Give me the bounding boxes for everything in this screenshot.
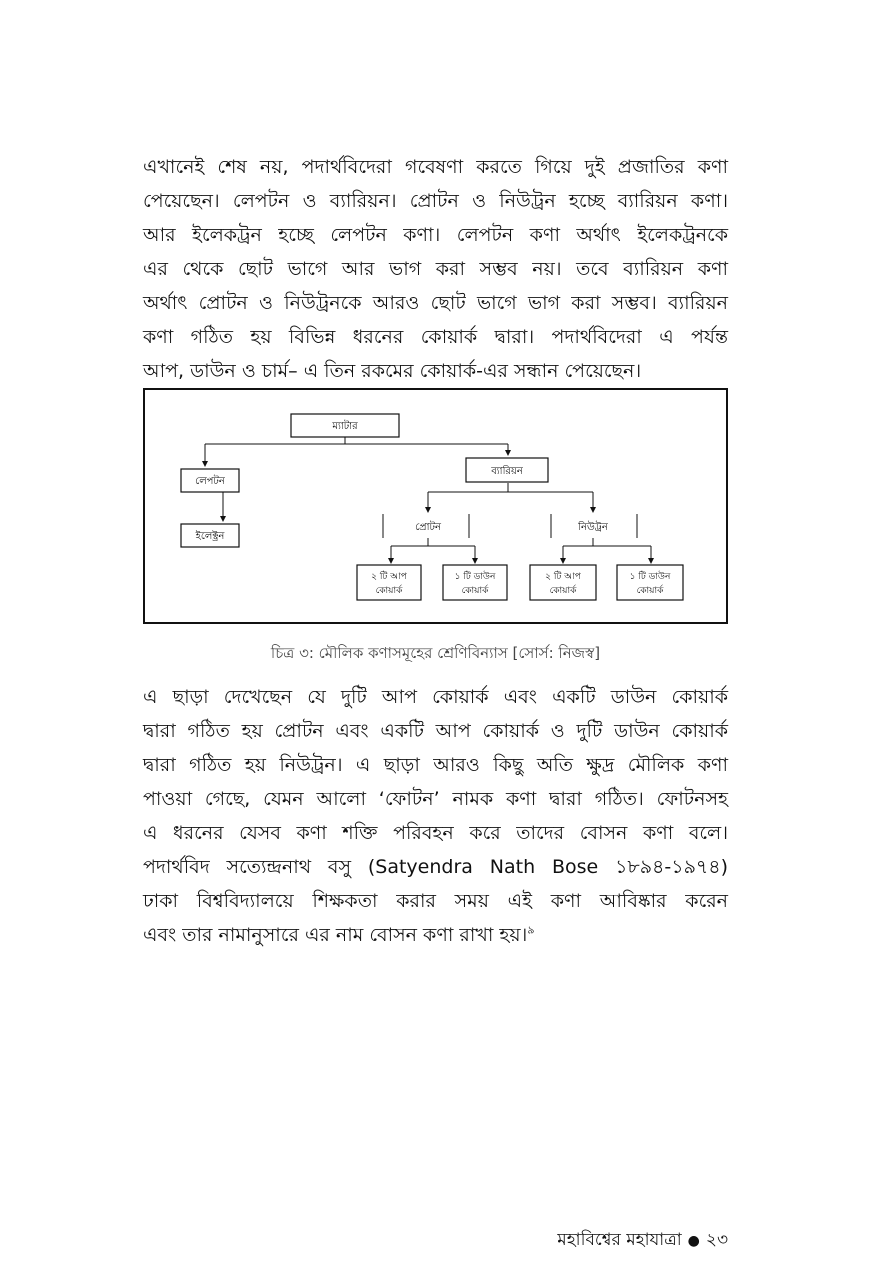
paragraph-last-line <box>143 920 728 950</box>
neutron-down-quark-node <box>617 565 683 600</box>
electron-node <box>181 524 239 547</box>
svg-text:কোয়ার্ক: কোয়ার্ক <box>636 586 664 596</box>
root-label: ম্যাটার <box>332 421 358 432</box>
paragraph-line: কণা গঠিত হয় বিভিন্ন ধরনের কোয়ার্ক দ্বারা। পদার্থবিদেরা এ পর্যন্ত <box>143 326 728 348</box>
paragraph-line: এখানেই শেষ নয়, পদার্থবিদেরা গবেষণা করতে গিয়ে দুই প্রজাতির কণা <box>143 156 728 178</box>
svg-text:১ টি ডাউন: ১ টি ডাউন <box>454 572 496 582</box>
paragraph-line: পেয়েছেন। লেপটন ও ব্যারিয়ন। প্রোটন ও নিউট্রন হচ্ছে ব্যারিয়ন কণা। <box>143 190 728 212</box>
page-number: ২৩ <box>705 1230 728 1250</box>
svg-text:১ টি ডাউন: ১ টি ডাউন <box>629 572 671 582</box>
proton-label: প্রোটন <box>415 522 441 533</box>
paragraph-line-text: এবং তার নামানুসারে এর নাম বোসন কণা রাখা হয়। <box>143 924 528 946</box>
paragraph-line: এ ছাড়া দেখেছেন যে দুটি আপ কোয়ার্ক এবং একটি ডাউন কোয়ার্ক <box>143 686 728 708</box>
paragraph-line: পাওয়া গেছে, যেমন আলো ‘ফোটন’ নামক কণা দ্বারা গঠিত। ফোটনসহ <box>143 788 728 810</box>
svg-text:কোয়ার্ক: কোয়ার্ক <box>549 586 577 596</box>
baryon-node <box>466 458 548 482</box>
paragraph-line: আপ, ডাউন ও চার্ম– এ তিন রকমের কোয়ার্ক-এর সন্ধান পেয়েছেন। <box>143 360 642 382</box>
lepton-node <box>181 469 239 492</box>
paragraph-line: এ ধরনের যেসব কণা শক্তি পরিবহন করে তাদের বোসন কণা বলে। <box>143 822 728 844</box>
paragraph-line: পদার্থবিদ সত্যেন্দ্রনাথ বসু (Satyendra Nath Bose ১৮৯৪-১৯৭৪) <box>143 856 728 878</box>
footnote-mark: ৯ <box>527 923 535 937</box>
proton-down-quark-node <box>443 565 507 600</box>
paragraph-line: এর থেকে ছোট ভাগে আর ভাগ করা সম্ভব নয়। তবে ব্যারিয়ন কণা <box>143 258 728 280</box>
paragraph-line: অর্থাৎ প্রোটন ও নিউট্রনকে আরও ছোট ভাগে ভাগ করা সম্ভব। ব্যারিয়ন <box>143 292 728 314</box>
paragraph-line: আর ইলেকট্রন হচ্ছে লেপটন কণা। লেপটন কণা অর্থাৎ ইলেকট্রনকে <box>143 224 728 246</box>
separator-bullet: ● <box>687 1233 700 1249</box>
paragraph-line: দ্বারা গঠিত হয় প্রোটন এবং একটি আপ কোয়ার্ক ও দুটি ডাউন কোয়ার্ক <box>143 720 728 742</box>
baryon-label: ব্যারিয়ন <box>491 466 523 477</box>
svg-text:২ টি আপ: ২ টি আপ <box>371 572 407 582</box>
book-title: মহাবিশ্বের মহাযাত্রা <box>557 1230 682 1250</box>
electron-label: ইলেক্ট্রন <box>195 531 225 542</box>
root-node <box>291 414 399 437</box>
svg-text:কোয়ার্ক: কোয়ার্ক <box>375 586 403 596</box>
proton-up-quark-node <box>357 565 421 600</box>
lepton-label: লেপটন <box>195 476 225 487</box>
page-footer <box>557 1225 728 1256</box>
neutron-up-quark-node <box>530 565 596 600</box>
svg-text:কোয়ার্ক: কোয়ার্ক <box>461 586 489 596</box>
paragraph-line: ঢাকা বিশ্ববিদ্যালয়ে শিক্ষকতা করার সময় এই কণা আবিষ্কার করেন <box>143 890 728 912</box>
classification-diagram <box>143 388 728 624</box>
paragraph-line: দ্বারা গঠিত হয় নিউট্রন। এ ছাড়া আরও কিছু অতি ক্ষুদ্র মৌলিক কণা <box>143 754 728 776</box>
neutron-label: নিউট্রন <box>578 522 608 533</box>
figure-caption: চিত্র ৩: মৌলিক কণাসমূহের শ্রেণিবিন্যাস [সোর্স: নিজস্ব] <box>270 644 601 662</box>
svg-text:২ টি আপ: ২ টি আপ <box>545 572 581 582</box>
